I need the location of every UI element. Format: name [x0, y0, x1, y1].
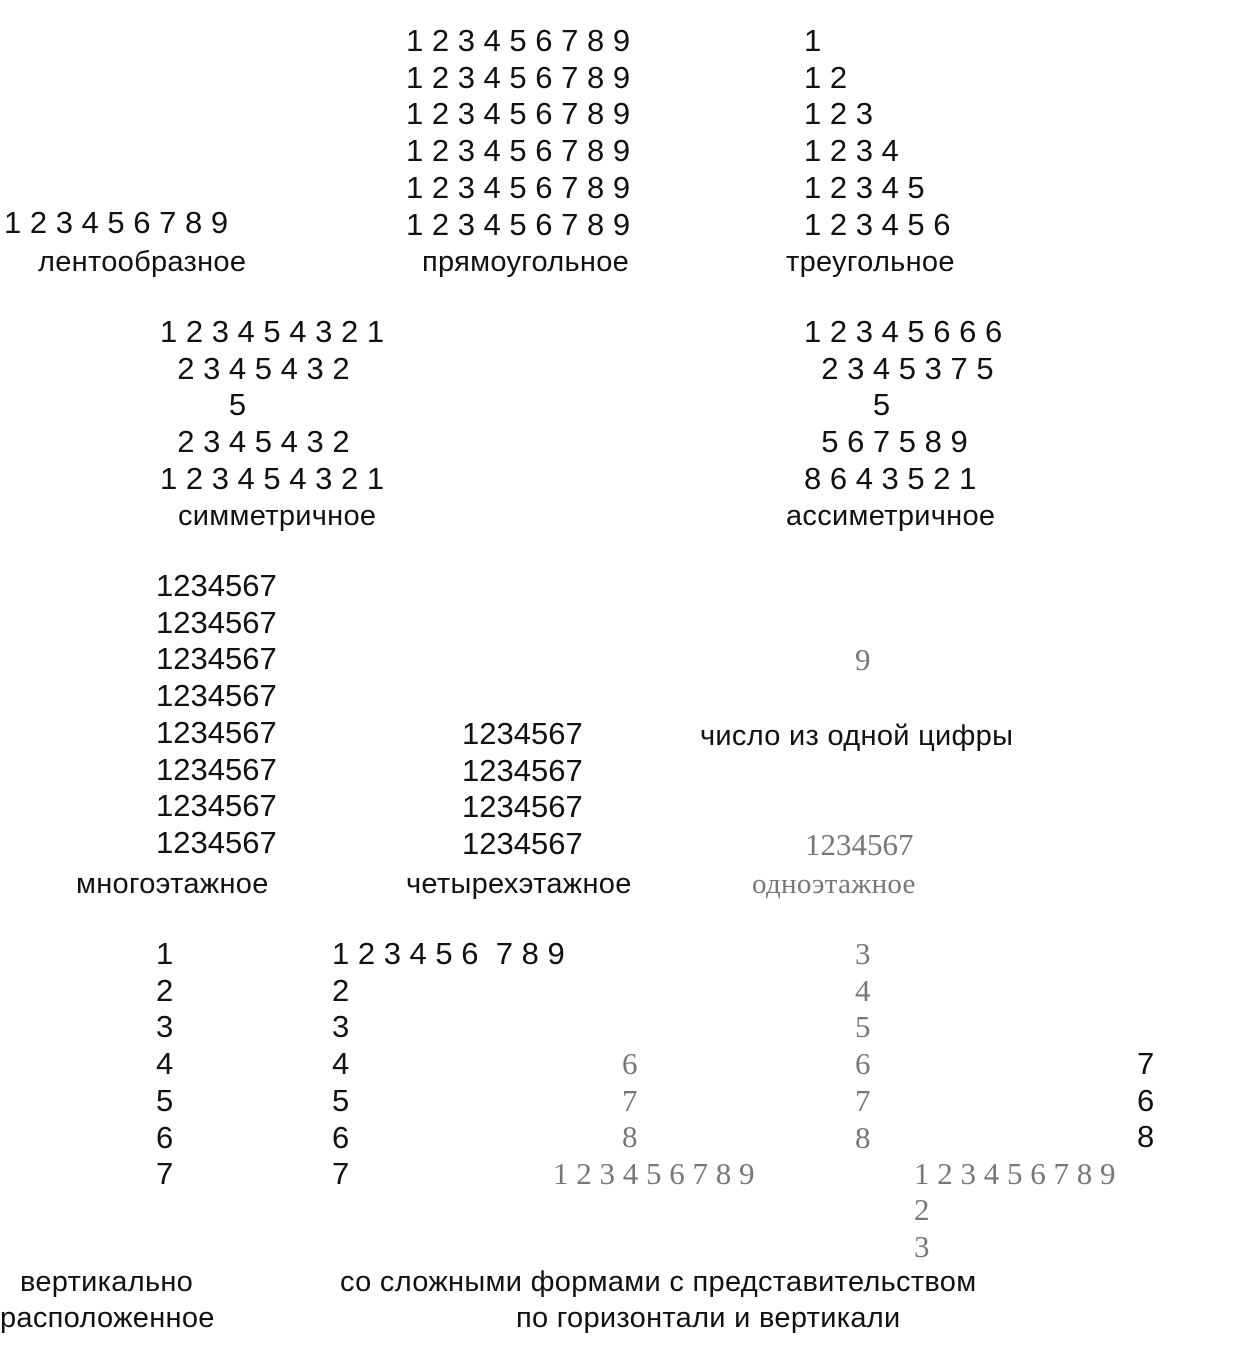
- symmetric-number: [160, 314, 384, 498]
- multistory-number-row: 1234567: [156, 751, 277, 787]
- onestory-number: [805, 827, 914, 864]
- triangular-number: [804, 23, 951, 243]
- complex-column-3-row: 7: [855, 1082, 871, 1118]
- vertical-number-row: 6: [156, 1119, 174, 1155]
- complex-l-shape-row: 7: [332, 1156, 350, 1192]
- complex-column-3-row: 4: [855, 972, 871, 1008]
- vertical-number-row: 1: [156, 936, 174, 971]
- label-multistory: многоэтажное: [76, 868, 269, 900]
- complex-column-3-row: 6: [855, 1046, 871, 1082]
- triangular-number-row: 1 2: [804, 59, 848, 95]
- label-triangular: треугольное: [786, 246, 955, 278]
- fourstory-number-row: 1234567: [462, 752, 583, 788]
- asymmetric-number-row: 1 2 3 4 5 6 6 6: [804, 314, 1003, 349]
- symmetric-number-row: 5: [160, 387, 247, 423]
- vertical-number-row: 5: [156, 1082, 174, 1118]
- band-number: [4, 205, 228, 242]
- fourstory-number-row: 1234567: [462, 789, 583, 825]
- label-vertical-line2: расположенное: [0, 1302, 215, 1334]
- multistory-number-row: 1234567: [156, 604, 277, 640]
- symmetric-number-row: 1 2 3 4 5 4 3 2 1: [160, 460, 385, 496]
- symmetric-number-row: 1 2 3 4 5 4 3 2 1: [160, 314, 385, 349]
- complex-row-2: [914, 1156, 1116, 1193]
- rectangular-number-row: 1 2 3 4 5 6 7 8 9: [406, 206, 631, 242]
- vertical-number: [156, 936, 173, 1193]
- label-complex-line1: со сложными формами с представительством: [340, 1266, 977, 1298]
- vertical-number-row: 2: [156, 972, 174, 1008]
- rectangular-number-row: 1 2 3 4 5 6 7 8 9: [406, 133, 631, 169]
- complex-column-2: [914, 1192, 930, 1265]
- rectangular-number-row: 1 2 3 4 5 6 7 8 9: [406, 23, 631, 58]
- complex-l-shape-row: 4: [332, 1046, 350, 1082]
- complex-column-7-row: 6: [1137, 1082, 1155, 1118]
- triangular-number-row: 1 2 3: [804, 96, 873, 132]
- label-rectangular: прямоугольное: [422, 246, 630, 278]
- complex-l-shape-row: 3: [332, 1009, 350, 1045]
- band-number-row: 1 2 3 4 5 6 7 8 9: [4, 205, 229, 240]
- asymmetric-number-row: 2 3 4 5 3 7 5: [804, 350, 994, 386]
- complex-row-1-row: 1 2 3 4 5 6 7 8 9: [553, 1156, 755, 1191]
- multistory-number-row: 1234567: [156, 678, 277, 714]
- complex-column-7: [1137, 1046, 1154, 1156]
- label-onestory: одноэтажное: [752, 868, 916, 900]
- label-fourstory: четырехэтажное: [406, 868, 632, 900]
- complex-row-2-row: 1 2 3 4 5 6 7 8 9: [914, 1156, 1116, 1191]
- onestory-number-row: 1234567: [805, 827, 914, 862]
- asymmetric-number: [804, 314, 1002, 498]
- multistory-number-row: 1234567: [156, 788, 277, 824]
- label-band: лентообразное: [38, 246, 247, 278]
- complex-column-3-row: 3: [855, 936, 871, 971]
- complex-column-7-row: 7: [1137, 1046, 1155, 1081]
- complex-column-7-row: 8: [1137, 1119, 1155, 1155]
- symmetric-number-row: 2 3 4 5 4 3 2: [160, 424, 350, 460]
- vertical-number-row: 3: [156, 1009, 174, 1045]
- triangular-number-row: 1 2 3 4: [804, 133, 899, 169]
- complex-column-3-row: 5: [855, 1009, 871, 1045]
- complex-l-shape: [332, 936, 565, 1193]
- complex-column-6-row: 8: [622, 1119, 638, 1155]
- complex-column-3-row: 8: [855, 1119, 871, 1155]
- label-symmetric: симметричное: [178, 500, 377, 532]
- complex-column-2-row: 3: [914, 1228, 930, 1264]
- fourstory-number-row: 1234567: [462, 716, 583, 751]
- complex-l-shape-row: 2: [332, 972, 350, 1008]
- complex-column-6-row: 7: [622, 1082, 638, 1118]
- multistory-number-row: 1234567: [156, 824, 277, 860]
- complex-l-shape-row: 5: [332, 1082, 350, 1118]
- fourstory-number: [462, 716, 583, 863]
- complex-row-1: [553, 1156, 755, 1193]
- complex-l-shape-row: 6: [332, 1119, 350, 1155]
- complex-column-2-row: 2: [914, 1192, 930, 1227]
- rectangular-number-row: 1 2 3 4 5 6 7 8 9: [406, 169, 631, 205]
- complex-column-6: [622, 1046, 638, 1156]
- rectangular-number-row: 1 2 3 4 5 6 7 8 9: [406, 96, 631, 132]
- fourstory-number-row: 1234567: [462, 826, 583, 862]
- vertical-number-row: 4: [156, 1046, 174, 1082]
- triangular-number-row: 1 2 3 4 5: [804, 169, 925, 205]
- asymmetric-number-row: 5: [804, 387, 891, 423]
- asymmetric-number-row: 5 6 7 5 8 9: [804, 424, 968, 460]
- symmetric-number-row: 2 3 4 5 4 3 2: [160, 350, 350, 386]
- complex-l-shape-row: 1 2 3 4 5 6 7 8 9: [332, 936, 565, 971]
- multistory-number-row: 1234567: [156, 641, 277, 677]
- multistory-number-row: 1234567: [156, 714, 277, 750]
- label-complex-line2: по горизонтали и вертикали: [516, 1302, 901, 1334]
- vertical-number-row: 7: [156, 1156, 174, 1192]
- triangular-number-row: 1 2 3 4 5 6: [804, 206, 951, 242]
- multistory-number-row: 1234567: [156, 568, 277, 603]
- rectangular-number: [406, 23, 630, 243]
- multistory-number: [156, 568, 277, 862]
- label-asymmetric: ассиметричное: [786, 500, 996, 532]
- triangular-number-row: 1: [804, 23, 822, 58]
- complex-column-3: [855, 936, 871, 1156]
- single-digit-number: [855, 642, 871, 679]
- label-single-digit: число из одной цифры: [700, 720, 1014, 752]
- rectangular-number-row: 1 2 3 4 5 6 7 8 9: [406, 59, 631, 95]
- label-vertical-line1: вертикально: [20, 1266, 194, 1298]
- single-digit-number-row: 9: [855, 642, 871, 677]
- asymmetric-number-row: 8 6 4 3 5 2 1: [804, 460, 977, 496]
- complex-column-6-row: 6: [622, 1046, 638, 1081]
